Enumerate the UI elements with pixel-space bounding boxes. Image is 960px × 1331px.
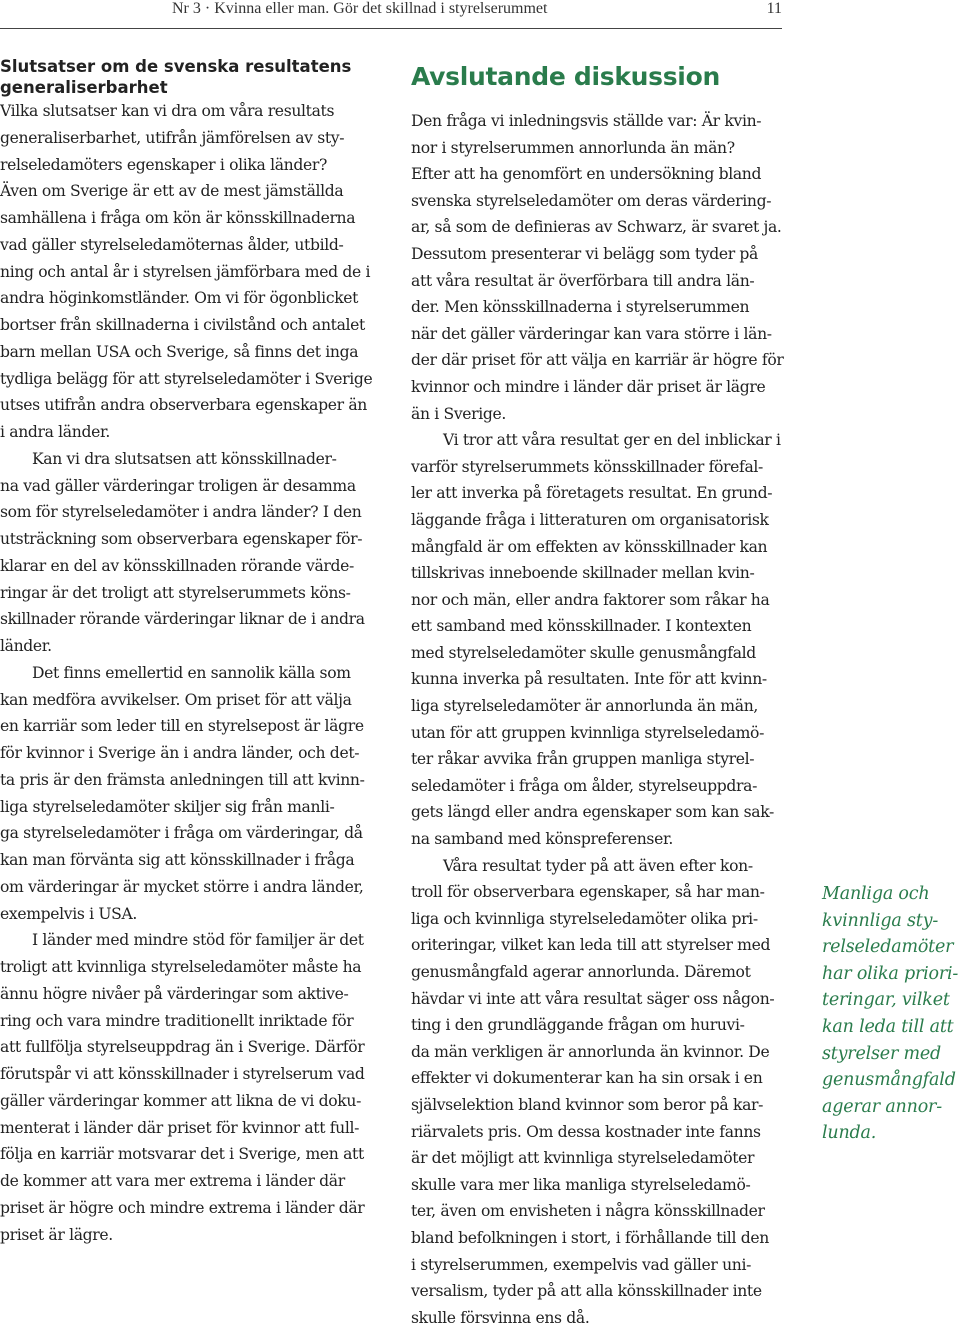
text-line: Vi tror att våra resultat ger en del inblickar i <box>443 431 781 450</box>
text-line: ringar är det troligt att styrelserummets köns- <box>0 583 351 602</box>
running-title: Nr 3 · Kvinna eller man. Gör det skillnad i styrelserummet <box>172 0 548 17</box>
text-line: Dessutom presenterar vi belägg som tyder på <box>411 244 759 263</box>
text-line: relseledamöters egenskaper i olika länder? <box>0 155 327 174</box>
text-line: vad gäller styrelseledamöternas ålder, utbild- <box>0 235 344 254</box>
text-line: gäller värderingar kommer att likna de vi doku- <box>0 1091 361 1110</box>
text-line: ännu högre nivåer på värderingar som aktive- <box>0 984 349 1003</box>
text-line: menterat i länder där priset för kvinnor att full- <box>0 1118 360 1137</box>
text-line: oriteringar, vilket kan leda till att styrelser med <box>411 936 771 955</box>
text-line: Det finns emellertid en sannolik källa som <box>32 663 351 682</box>
text-line: tillskrivas inneboende skillnader mellan kvin- <box>411 564 755 583</box>
pull-quote-line: kan leda till att <box>822 1016 954 1037</box>
pull-quote-line: agerar annor- <box>822 1096 942 1117</box>
text-line: troligt att kvinnliga styrelseledamöter måste ha <box>0 958 362 976</box>
text-line: priset är högre och mindre extrema i länder där <box>0 1198 365 1217</box>
pull-quote-line: lunda. <box>822 1123 877 1144</box>
text-line: i styrelserummen, exempelvis vad gäller uni- <box>411 1255 752 1274</box>
text-line: ett samband med könsskillnader. I kontexten <box>411 617 752 636</box>
text-line: Vilka slutsatser kan vi dra om våra resultats <box>0 102 335 120</box>
text-line: hävdar vi inte att våra resultat säger oss någon- <box>411 989 775 1008</box>
text-line: der där priset för att välja en karriär är högre för <box>411 351 784 370</box>
text-line: ter råkar avvika från gruppen manliga styrel- <box>411 750 755 769</box>
left-column <box>0 56 372 1248</box>
text-line: riärvalets pris. Om dessa kostnader inte fanns <box>411 1122 761 1141</box>
text-line: skillnader rörande värderingar liknar de i andra <box>0 610 365 629</box>
text-line: om värderingar är mycket större i andra länder, <box>0 877 364 896</box>
text-line: troll för observerbara egenskaper, så har man- <box>411 883 765 902</box>
text-line: kan man förvänta sig att könsskillnader i fråga <box>0 851 355 869</box>
text-line: mångfald är om effekten av könsskillnader kan <box>411 537 768 556</box>
text-line: följa en karriär motsvarar det i Sverige, men att <box>0 1145 364 1164</box>
text-line: generaliserbarhet, utifrån jämförelsen av sty- <box>0 128 345 147</box>
subheading-line: generaliserbarhet <box>0 78 168 97</box>
text-line: utan för att gruppen kvinnliga styrelseledamö- <box>411 723 764 742</box>
text-line: förutspår vi att könsskillnader i styrelserum vad <box>0 1065 365 1083</box>
text-line: I länder med mindre stöd för familjer är det <box>32 931 364 950</box>
text-line: ar, så som de definieras av Schwarz, är svaret ja. <box>411 218 782 237</box>
text-line: Kan vi dra slutsatsen att könsskillnader- <box>32 449 337 468</box>
text-line: liga och kvinnliga styrelseledamöter olika pri- <box>411 909 758 928</box>
text-line: priset är lägre. <box>0 1225 113 1244</box>
text-line: än i Sverige. <box>411 404 507 423</box>
page-number: 11 <box>766 0 782 17</box>
text-line: exempelvis i USA. <box>0 904 138 923</box>
text-line: nor och män, eller andra faktorer som råkar ha <box>411 590 770 609</box>
right-body-text <box>411 108 783 1331</box>
text-line: effekter vi dokumenterar kan ha sin orsak i en <box>411 1069 763 1088</box>
text-line: samhällena i fråga om kön är könsskillnaderna <box>0 209 356 227</box>
pull-quote-line: kvinnliga sty- <box>822 910 939 931</box>
pull-quote-line: relseledamöter <box>822 937 954 958</box>
text-line: Efter att ha genomfört en undersökning bland <box>411 165 762 184</box>
text-line: Våra resultat tyder på att även efter kon- <box>443 856 753 875</box>
text-line: ga styrelseledamöter i fråga om värderingar, då <box>0 824 363 843</box>
text-line: ter, även om envisheten i några könsskillnader <box>411 1202 765 1221</box>
text-line: na vad gäller värderingar troligen är desamma <box>0 476 356 495</box>
text-line: att våra resultat är överförbara till andra län- <box>411 271 755 290</box>
text-line: utsträckning som observerbara egenskaper för- <box>0 530 363 548</box>
text-line: Även om Sverige är ett av de mest jämställda <box>0 182 344 201</box>
text-line: som för styrelseledamöter i andra länder? I den <box>0 503 362 522</box>
subheading-line: Slutsatser om de svenska resultatens <box>0 57 352 76</box>
text-line: med styrelseledamöter skulle genusmångfald <box>411 643 756 662</box>
text-line: tydliga belägg för att styrelseledamöter i Sverige <box>0 369 373 388</box>
text-line: en karriär som leder till en styrelsepost är lägre <box>0 717 364 736</box>
text-line: när det gäller värderingar kan vara större i län- <box>411 324 772 343</box>
text-line: bortser från skillnaderna i civilstånd och antalet <box>0 316 365 334</box>
pull-quote-line: genusmångfald <box>822 1070 956 1091</box>
text-line: kunna inverka på resultaten. Inte för att kvinn- <box>411 670 767 689</box>
left-body-text <box>0 98 372 1248</box>
text-line: självselektion bland kvinnor som beror på kar- <box>411 1095 764 1114</box>
text-line: andra höginkomstländer. Om vi för ögonblicket <box>0 289 359 308</box>
text-line: kan medföra avvikelser. Om priset för att välja <box>0 690 352 709</box>
text-line: seledamöter i fråga om ålder, styrelseuppdra- <box>411 776 758 795</box>
text-line: kvinnor och mindre i länder där priset är lägre <box>411 377 766 396</box>
text-line: utses utifrån andra observerbara egenskaper än <box>0 396 367 415</box>
text-line: ler att inverka på företagets resultat. En grund- <box>411 484 773 503</box>
text-line: ning och antal år i styrelsen jämförbara med de i <box>0 262 371 281</box>
text-line: skulle försvinna ens då. <box>411 1308 590 1327</box>
text-line: ring och vara mindre traditionellt inriktade för <box>0 1011 354 1030</box>
text-line: liga styrelseledamöter är annorlunda än män, <box>411 697 758 716</box>
text-line: ting i den grundläggande frågan om huruvi- <box>411 1016 745 1035</box>
pull-quote-line: teringar, vilket <box>822 990 950 1011</box>
text-line: är det möjligt att kvinnliga styrelseledamöter <box>411 1149 755 1168</box>
text-line: gets längd eller andra egenskaper som kan sak- <box>411 803 774 822</box>
text-line: versalism, tyder på att alla könsskillnader inte <box>411 1282 762 1301</box>
text-line: länder. <box>0 637 52 655</box>
text-line: klarar en del av könsskillnaden rörande värde- <box>0 556 354 575</box>
text-line: bland befolkningen i stort, i förhållande till den <box>411 1228 769 1247</box>
text-line: Den fråga vi inledningsvis ställde var: Är kvin- <box>411 112 762 130</box>
text-line: da män verkligen är annorlunda än kvinnor. De <box>411 1042 770 1061</box>
text-line: för kvinnor i Sverige än i andra länder, och det- <box>0 744 360 762</box>
right-column <box>411 60 783 1331</box>
text-line: barn mellan USA och Sverige, så finns det inga <box>0 342 359 361</box>
pull-quote-line: har olika priori- <box>822 963 959 984</box>
pull-quote-line: styrelser med <box>822 1043 942 1064</box>
text-line: ta pris är den främsta anledningen till att kvinn- <box>0 770 365 789</box>
text-line: i andra länder. <box>0 423 110 441</box>
pull-quote-line: Manliga och <box>822 884 930 904</box>
text-line: de kommer att vara mer extrema i länder där <box>0 1172 345 1190</box>
text-line: svenska styrelseledamöter om deras värdering- <box>411 191 772 210</box>
text-line: liga styrelseledamöter skiljer sig från manli- <box>0 797 335 816</box>
pull-quote <box>822 881 958 1147</box>
text-line: varför styrelserummets könsskillnader förefal- <box>411 457 763 476</box>
running-header <box>0 0 782 29</box>
text-line: nor i styrelserummen annorlunda än män? <box>411 138 735 157</box>
text-line: na samband med könspreferenser. <box>411 830 673 849</box>
section-heading: Avslutande diskussion <box>411 62 720 91</box>
text-line: der. Men könsskillnaderna i styrelserummen <box>411 298 750 317</box>
text-line: läggande fråga i litteraturen om organisatorisk <box>411 510 769 529</box>
text-line: skulle vara mer lika manliga styrelseledamö- <box>411 1175 751 1194</box>
section-subheading <box>0 56 372 98</box>
text-line: genusmångfald agerar annorlunda. Däremot <box>411 963 751 981</box>
text-line: att fullfölja styrelseuppdrag än i Sverige. Därför <box>0 1038 365 1057</box>
